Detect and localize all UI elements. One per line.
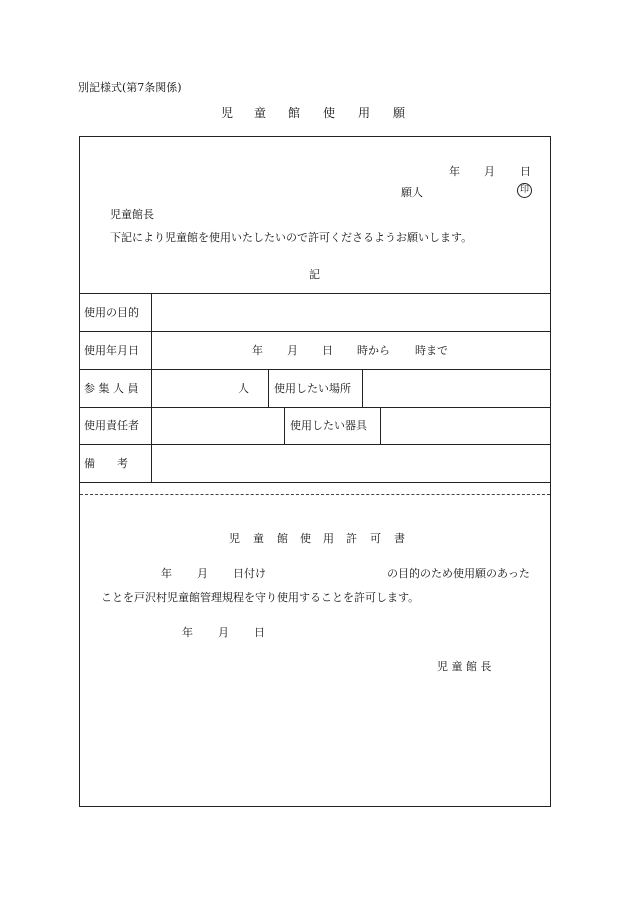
column-divider [268, 369, 269, 407]
usage-day: 日 [322, 344, 333, 357]
permit-title-char: 書 [394, 532, 405, 545]
participants-label: 参 集 人 員 [84, 382, 139, 395]
permit-line1-month: 月 [197, 567, 208, 580]
column-divider [362, 369, 363, 407]
permit-title-char: 用 [323, 532, 334, 545]
column-divider [284, 407, 285, 444]
permit-title-char: 使 [300, 532, 311, 545]
divider [79, 293, 551, 294]
divider [79, 444, 551, 445]
ki-heading: 記 [309, 268, 320, 281]
date-label: 使用年月日 [84, 344, 139, 357]
title-char: 使 [323, 106, 336, 120]
seal-mark [517, 183, 532, 198]
permit-line1-purpose: の目的のため使用願のあった [387, 567, 530, 580]
title-char: 館 [288, 106, 301, 120]
date-month: 月 [484, 165, 495, 178]
place-label: 使用したい場所 [274, 382, 351, 395]
permit-title [0, 533, 630, 547]
remarks-label: 備 考 [84, 457, 128, 470]
document-title [0, 107, 630, 121]
permit-line1-dated: 日付け [233, 567, 266, 580]
permit-title-char: 可 [370, 532, 381, 545]
purpose-label: 使用の目的 [84, 306, 139, 319]
usage-from: 時から [357, 344, 390, 357]
applicant-label: 願人 [401, 186, 423, 199]
divider [79, 482, 551, 483]
equipment-label: 使用したい器具 [290, 419, 367, 432]
title-char: 用 [358, 106, 371, 120]
date-year: 年 [449, 165, 460, 178]
permit-date-year: 年 [182, 626, 193, 639]
seal-char: 印 [519, 185, 529, 195]
usage-month: 月 [287, 344, 298, 357]
form-label: 別記様式(第7条関係) [78, 81, 182, 94]
title-char: 童 [254, 106, 267, 120]
divider [79, 407, 551, 408]
addressee: 児童館長 [110, 208, 154, 221]
title-char: 願 [393, 106, 406, 120]
permit-title-char: 児 [229, 532, 240, 545]
permit-title-char: 童 [253, 532, 264, 545]
date-day: 日 [520, 165, 531, 178]
request-text: 下記により児童館を使用いたしたいので許可くださるようお願いします。 [110, 231, 473, 244]
permit-date-month: 月 [218, 626, 229, 639]
divider [79, 331, 551, 332]
divider [79, 369, 551, 370]
permit-line1-year: 年 [161, 567, 172, 580]
cut-line [80, 494, 550, 495]
title-char: 児 [221, 106, 234, 120]
permit-title-char: 館 [277, 532, 288, 545]
permit-title-char: 許 [346, 532, 357, 545]
column-divider [151, 293, 152, 482]
usage-until: 時まで [415, 344, 448, 357]
responsible-label: 使用責任者 [84, 419, 139, 432]
permit-signer: 児 童 館 長 [437, 660, 492, 673]
participants-unit: 人 [238, 382, 249, 395]
permit-line2: ことを戸沢村児童館管理規程を守り使用することを許可します。 [101, 591, 420, 604]
usage-year: 年 [252, 344, 263, 357]
column-divider [380, 407, 381, 444]
permit-date-day: 日 [254, 626, 265, 639]
